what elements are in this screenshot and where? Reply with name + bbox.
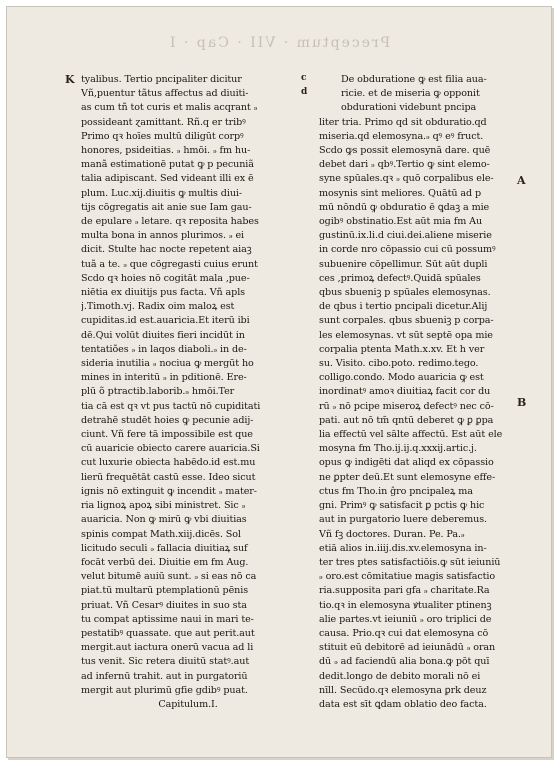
- text-line: syne spūales.qꝛ ₔ quō corpalibus ele-: [319, 173, 494, 185]
- text-line: possideant ɀamittant. Rñ.q er tribꝰ: [81, 116, 246, 128]
- text-line: miseria.qd elemosyna.ₔ qꝰ eꝰ fruct.: [319, 130, 484, 142]
- text-line: ricie. et de miseria ꝙ opponit: [341, 88, 480, 100]
- text-line: j.Timoth.vj. Radix oim maloꝝ est: [81, 301, 235, 313]
- text-line: obdurationi videbunt pncipa: [341, 102, 477, 114]
- text-line: dē.Qui volūt diuites fieri incidūt in: [81, 329, 245, 341]
- text-line: Primo qꝛ hoīes multū diligūt corpꝰ: [81, 130, 244, 142]
- text-line: tentatiões ₔ in laqos diaboli.ₔ in de-: [81, 343, 247, 355]
- text-line: manã estimationē putat ꝙ p pecuniã: [81, 159, 254, 171]
- text-line: ad infernū trahit. aut in purgatoriū: [81, 670, 248, 682]
- text-line: Scdo ꝙs possit elemosynā dare. quē: [319, 145, 491, 157]
- text-line: dū ₔ ad faciendū alia bona.ꝙ pōt quī: [319, 656, 490, 668]
- text-line: aut in purgatorio luere deberemus.: [319, 514, 487, 526]
- text-line: Vñ,puentur tãtus affectus ad diuiti-: [81, 88, 249, 100]
- text-line: piat.tū multarū ptemplationū pēnis: [81, 585, 249, 597]
- text-line: pati. aut nō tm̄ qntū deberet ꝙ ꝑ ꝑpa: [319, 414, 494, 426]
- text-line: sideria inutilia ₔ nociua ꝙ mergūt ho: [81, 358, 254, 370]
- text-line: talia adipiscant. Sed videant illi ex ē: [81, 173, 254, 185]
- text-line: stituit eū debitorē ad ieiunādū ₔ oran: [319, 642, 496, 654]
- text-line: ces ,primoꝝ defectꝰ.Quidā spūales: [319, 272, 481, 284]
- text-line: causa. Prio.qꝛ cui dat elemosyna cō: [319, 627, 489, 639]
- text-line: de qbus i tertio pncipali dicetur.Alij: [319, 301, 488, 313]
- text-line: ₔ oro.est cōmitatiue magis satisfactio: [319, 571, 496, 583]
- text-line: lierū frequētāt castū esse. Ideo sicut: [81, 471, 256, 483]
- text-line: colligo.condo. Modo auaricia ꝙ est: [319, 372, 484, 384]
- text-line: cut luxurie obiecta habēdo.id est.mu: [81, 457, 256, 469]
- margin-letter-d: d: [301, 87, 308, 97]
- margin-letter-b: B: [517, 396, 527, 409]
- text-line: spinis compat Math.xiij.dicēs. Sol: [81, 528, 241, 540]
- text-line: tijs cōgregatis ait anie sue Iam gau-: [81, 201, 252, 213]
- text-line: ne ꝑpter deū.Et sunt elemosyne effe-: [319, 471, 496, 483]
- text-line: licitudo seculi ₔ fallacia diuitiaꝝ suf: [81, 542, 248, 554]
- text-line: focāt verbū dei. Diuitie em fm Aug.: [81, 556, 249, 568]
- text-line: dicit. Stulte hac nocte repetent aiaꝫ: [81, 244, 252, 256]
- text-line: velut bitumē auiū sunt. ₔ si eas nō ca: [81, 571, 257, 583]
- text-line: tia cā est qꝛ vt pus tactū nō cupiditati: [81, 400, 261, 412]
- text-line: mines in interitū ₔ in pditionē. Ere-: [81, 372, 247, 384]
- text-line: subuenire cōpellimur. Sūt aūt dupli: [319, 258, 488, 270]
- text-line: gni. Primꝰ ꝙ satisfacit ꝑ pctis ꝙ hic: [319, 500, 485, 512]
- text-line: rū ₔ nō pcipe miseroꝝ defectꝰ nec cō-: [319, 400, 494, 412]
- text-line: tuã a te. ₔ que cōgregasti cuius erunt: [81, 258, 258, 270]
- text-line: as cum tñ tot curis et malis acqrant ₔ: [81, 102, 258, 114]
- chapter-heading: Capitulum.I.: [158, 698, 218, 710]
- text-line: plū õ ptractib.laborib.ₔ hmōi.Ter: [81, 386, 235, 398]
- text-line: plum. Luc.xij.diuitis ꝙ multis diui-: [81, 187, 243, 199]
- text-line: honores, psideitias. ₔ hmōi. ₔ fm hu-: [81, 145, 251, 157]
- left-column: [81, 73, 295, 712]
- text-line: de epulare ₔ letare. qꝛ reposita habes: [81, 216, 259, 228]
- text-line: tyalibus. Tertio pncipaliter dicitur: [81, 74, 242, 85]
- running-head: Preceptum · VII · Cap · I: [167, 35, 391, 51]
- text-line: data est sīt ꝗdam oblatio deo facta.: [319, 698, 487, 710]
- text-line: mosyna fm Tho.ij.ij.q.xxxij.artic.j.: [319, 443, 477, 455]
- text-line: niētia ex diuitijs pus facta. Vñ apls: [81, 287, 246, 299]
- text-line: tio.qꝛ in elemosyna ꝟtualiter ptinenꝫ: [319, 599, 492, 611]
- text-line: auaricia. Non ꝙ mirū ꝙ vbi diuitias: [81, 514, 247, 526]
- text-line: mosynis sint meliores. Quātū ad p: [319, 187, 482, 199]
- text-line: etiā alios in.iiij.dis.xv.elemosyna in-: [319, 542, 487, 554]
- text-line: les elemosynas. vt sūt septē opa mie: [319, 329, 493, 341]
- text-line: gustinū.ix.li.d ciui.dei.aliene miserie: [319, 230, 492, 242]
- text-line: sunt corpales. qbus sbueniꝫ p corpa-: [319, 315, 494, 327]
- margin-letter-k: K: [65, 73, 75, 86]
- text-line: ogibꝰ obstinatio.Est aūt mia fm Au: [319, 216, 483, 228]
- text-line: Scdo qꝛ hoies nō cogitāt mala ,pue-: [81, 272, 250, 284]
- text-line: mū nōndū ꝙ obduratio ē ꝗdaꝫ a mie: [319, 201, 490, 213]
- text-line: cupiditas.id est.auaricia.Et iterū ibi: [81, 315, 250, 327]
- text-line: ter tres ptes satisfactiōis.ꝙ sūt ieiuniū: [319, 556, 501, 568]
- text-line: priuat. Vñ Cesarꝰ diuites in suo sta: [81, 599, 247, 611]
- text-line: ignis nō extinguit ꝙ incendit ₔ mater-: [81, 485, 257, 497]
- text-line: dedit.longo de debito morali nō ei: [319, 670, 481, 682]
- margin-letter-a: A: [517, 174, 526, 187]
- text-line: ria.supposita pari gfa ₔ charitate.Ra: [319, 585, 490, 597]
- text-line: alie partes.vt ieiuniū ₔ oro triplici de: [319, 613, 492, 625]
- text-line: inordinatꝰ amoꝛ diuitiaꝝ facit cor du: [319, 386, 491, 398]
- text-line: cū auaricie obiecto carere auaricia.Si: [81, 443, 260, 455]
- text-line: lia effectū vel sālte affectū. Est aūt ele: [319, 429, 503, 441]
- text-line: ria lignoꝝ apoꝝ sibi ministret. Sic ₔ: [81, 500, 246, 512]
- text-line: tu compat aptissime naui in mari te-: [81, 613, 254, 625]
- text-line: in corde nro cōpassio cui cū possumꝰ: [319, 244, 496, 256]
- right-column: [319, 73, 509, 712]
- text-line: su. Visito. cibo.poto. redimo.tego.: [319, 358, 479, 370]
- text-line: detrahē studēt hoies ꝙ pecunie adij-: [81, 414, 254, 426]
- text-line: ctus fm Tho.in ĝro pncipaleꝝ ma: [319, 485, 473, 497]
- margin-letter-c: c: [301, 73, 307, 83]
- text-line: mergit aut plurimū gfie gdibꝰ puat.: [81, 684, 248, 696]
- text-line: De obduratione ꝙ est filia aua-: [341, 74, 487, 85]
- text-line: mergit.aut iactura onerū vacua ad li: [81, 642, 254, 654]
- text-line: debet dari ₔ qbꝰ.Tertio ꝙ sint elemo-: [319, 159, 490, 171]
- book-page: [6, 6, 552, 758]
- text-line: multa bona in annos plurimos. ₔ ei: [81, 230, 245, 242]
- text-line: qbus sbueniꝫ p spūales elemosynas.: [319, 287, 491, 299]
- text-line: pestatibꝰ quassate. que aut perit.aut: [81, 627, 255, 639]
- text-line: nīll. Secūdo.qꝛ elemosyna ꝑrk deuz: [319, 684, 487, 696]
- text-line: Vñ fꝫ doctores. Duran. Pe. Pa.ₔ: [319, 528, 465, 540]
- text-line: tus venit. Sic retera diuitū statꝰ.aut: [81, 656, 250, 668]
- text-line: liter tria. Primo qd sit obduratio.qd: [319, 116, 487, 128]
- text-line: ciunt. Vñ fere tā impossibile est que: [81, 429, 253, 441]
- text-line: corpalia ptenta Math.x.xv. Et h ver: [319, 343, 485, 355]
- text-line: opus ꝙ indigēti dat aliqd ex cōpassio: [319, 457, 494, 469]
